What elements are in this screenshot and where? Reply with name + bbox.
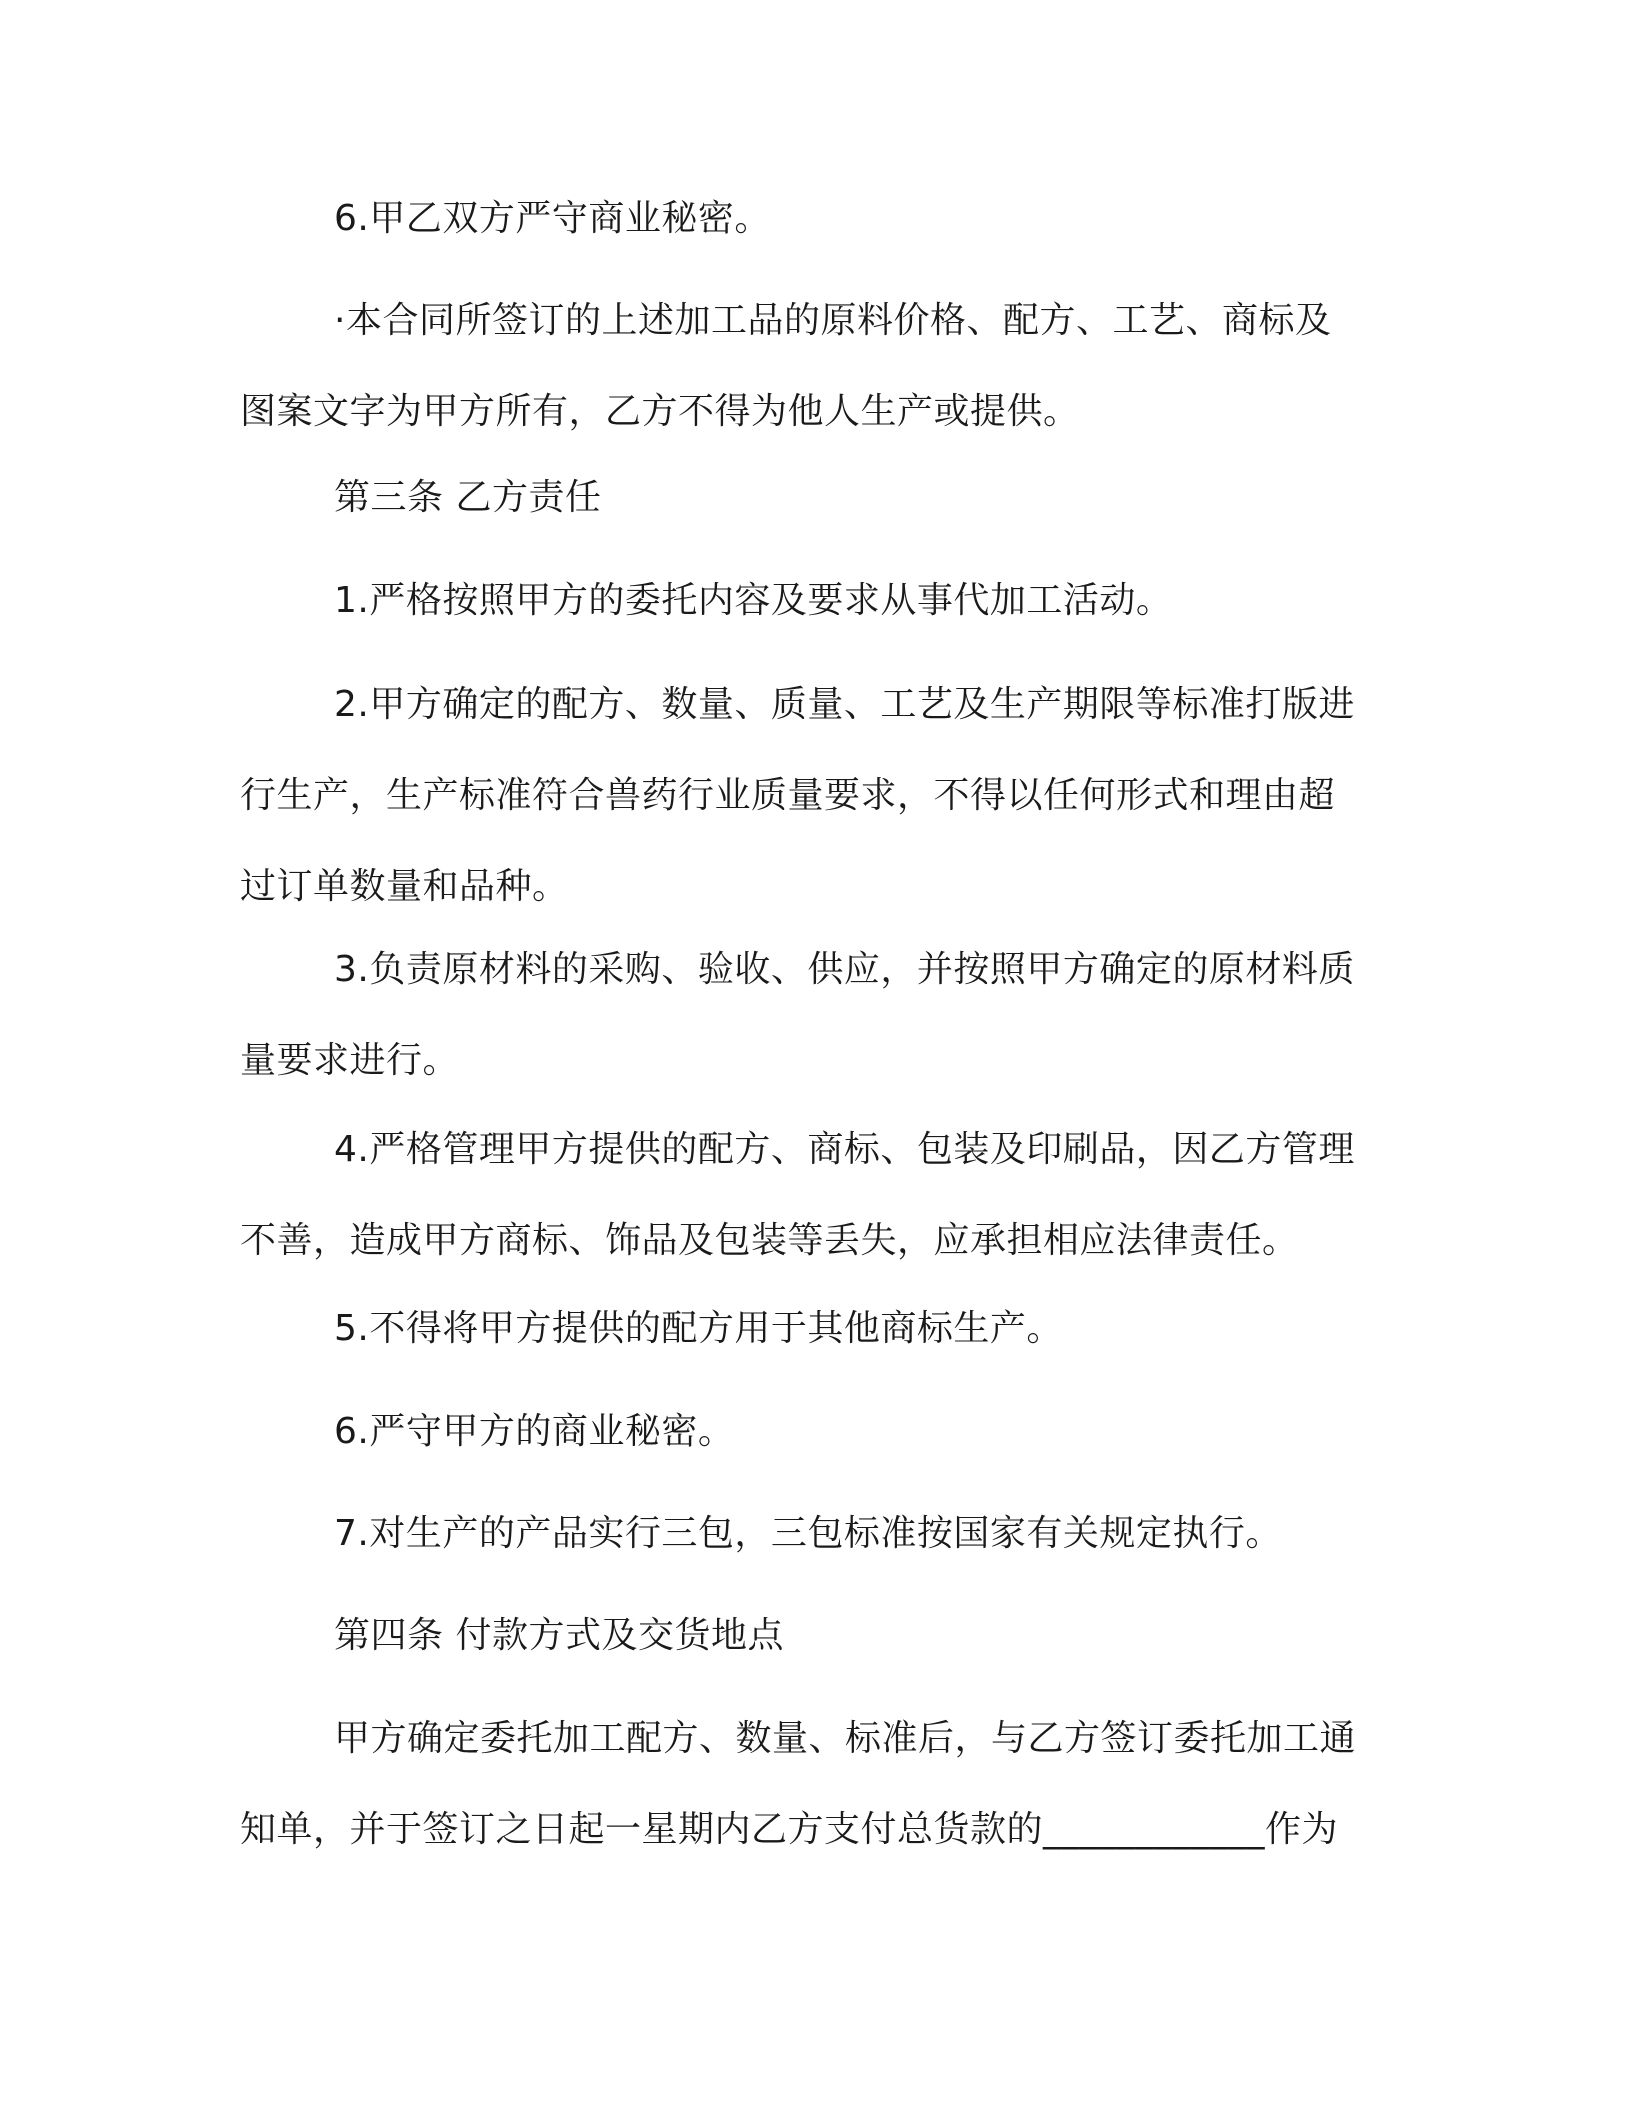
clause-item-5: 5.不得将甲方提供的配方用于其他商标生产。 [334, 1308, 1063, 1349]
clause-item-6-confidentiality: 6.甲乙双方严守商业秘密。 [334, 198, 771, 239]
paragraph-line: 行生产，生产标准符合兽药行业质量要求，不得以任何形式和理由超 [240, 775, 1336, 816]
paragraph-line: 3.负责原材料的采购、验收、供应，并按照甲方确定的原材料质 [334, 949, 1355, 990]
clause-item-2 [240, 659, 1400, 932]
section-heading-article-3: 第三条 乙方责任 [334, 477, 602, 518]
paragraph-line: 甲方确定委托加工配方、数量、标准后，与乙方签订委托加工通 [334, 1718, 1357, 1759]
paragraph-line: 4.严格管理甲方提供的配方、商标、包装及印刷品，因乙方管理 [334, 1129, 1355, 1170]
clause-item-6: 6.严守甲方的商业秘密。 [334, 1411, 735, 1452]
paragraph-ownership [240, 275, 1400, 457]
section-heading-article-4: 第四条 付款方式及交货地点 [334, 1615, 784, 1656]
clause-item-4 [240, 1104, 1400, 1286]
paragraph-line: 2.甲方确定的配方、数量、质量、工艺及生产期限等标准打版进 [334, 684, 1355, 725]
paragraph-line: 过订单数量和品种。 [240, 866, 569, 907]
paragraph-line: 知单，并于签订之日起一星期内乙方支付总货款的____________作为 [240, 1809, 1339, 1850]
paragraph-payment [240, 1693, 1400, 1875]
paragraph-line: 图案文字为甲方所有，乙方不得为他人生产或提供。 [240, 391, 1080, 432]
clause-item-7: 7.对生产的产品实行三包，三包标准按国家有关规定执行。 [334, 1513, 1282, 1554]
clause-item-1: 1.严格按照甲方的委托内容及要求从事代加工活动。 [334, 580, 1173, 621]
paragraph-line: 不善，造成甲方商标、饰品及包装等丢失，应承担相应法律责任。 [240, 1220, 1299, 1261]
paragraph-line: 量要求进行。 [240, 1040, 460, 1081]
clause-item-3 [240, 924, 1400, 1106]
paragraph-line: ·本合同所签订的上述加工品的原料价格、配方、工艺、商标及 [334, 300, 1332, 341]
